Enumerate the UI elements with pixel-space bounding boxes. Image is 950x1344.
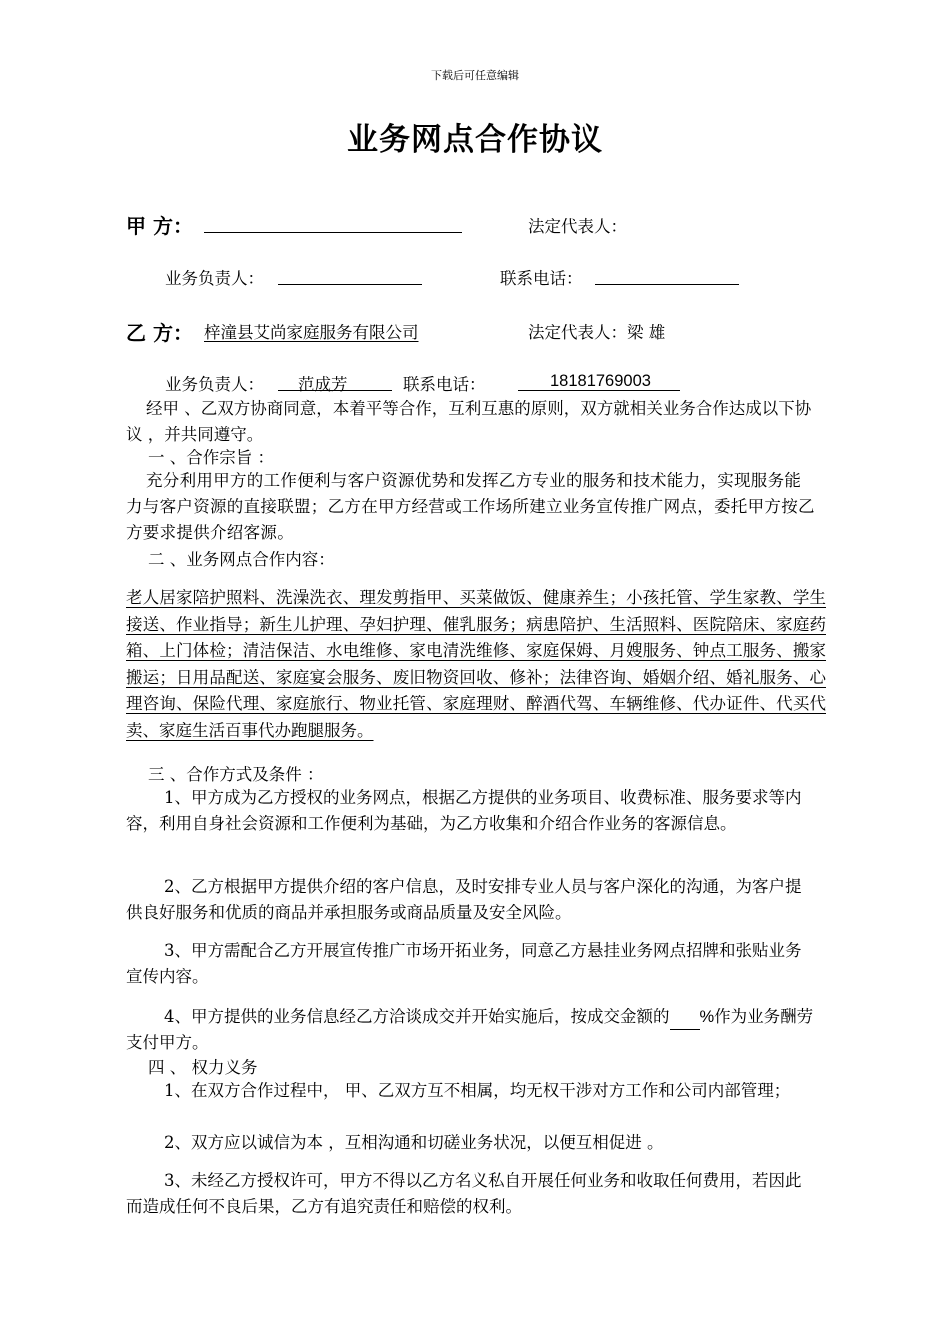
section4-heading: 四 、 权力义务	[148, 1058, 258, 1077]
intro-paragraph: 经甲 、乙双方协商同意，本着平等合作，互利互惠的原则，双方就相关业务合作达成以下协议 ，并共同遵守。	[126, 399, 812, 444]
section3-heading: 三 、合作方式及条件 ：	[148, 765, 324, 784]
commission-percent-blank[interactable]	[670, 1013, 700, 1030]
page-title: 业务网点合作协议	[347, 122, 603, 158]
section3-item1: 1、甲方成为乙方授权的业务网点，根据乙方提供的业务项目、收费标准、服务要求等内容，利用自身社会资源和工作便利为基础，为乙方收集和介绍合作业务的客源信息。	[126, 788, 802, 833]
section2-service-list: 老人居家陪护照料、洗澡洗衣、理发剪指甲、买菜做饭、健康养生；小孩托管、学生家教、学生接送、作业指导；新生儿护理、孕妇护理、催乳服务；病患陪护、生活照料、医院陪床、家庭药箱、上门体检；清洁保洁、水电维修、家电清洗维修、家庭保姆、月嫂服务、钟点工服务、搬家搬运；日用品配送、家庭宴会服务、废旧物资回收、修补；法律咨询、婚姻介绍、婚礼服务、心理咨询、保险代理、家庭旅行、物业托管、家庭理财、醉酒代驾、车辆维修、代办证件、代买代卖、家庭生活百事代办跑腿服务。	[126, 588, 826, 740]
section4-item2: 2、双方应以诚信为本 ，互相沟通和切磋业务状况，以便互相促进 。	[164, 1133, 664, 1152]
section3-item4	[126, 1004, 816, 1056]
party-a-legal-rep-label: 法定代表人：	[528, 217, 627, 236]
party-b-phone-label: 联系电话：	[403, 375, 486, 394]
party-a-manager-label: 业务负责人：	[165, 269, 264, 288]
party-a-name-blank[interactable]	[204, 213, 462, 233]
party-a-label: 甲 方：	[126, 214, 193, 238]
party-a-phone-blank[interactable]	[595, 265, 739, 285]
party-b-name: 梓潼县艾尚家庭服务有限公司	[204, 323, 419, 342]
percent-sign: %	[699, 1008, 715, 1026]
section1-text: 充分利用甲方的工作便利与客户资源优势和发挥乙方专业的服务和技术能力，实现服务能力与客户资源的直接联盟；乙方在甲方经营或工作场所建立业务宣传推广网点，委托甲方按乙方要求提供介绍客源。	[126, 471, 815, 542]
section4-item1: 1、在双方合作过程中， 甲、乙双方互不相属，均无权干涉对方工作和公司内部管理；	[164, 1081, 791, 1100]
party-b-legal-rep: 法定代表人：梁 雄	[528, 323, 666, 342]
section2-heading: 二 、业务网点合作内容：	[148, 550, 335, 569]
section4-item3: 3、未经乙方授权许可，甲方不得以乙方名义私自开展任何业务和收取任何费用，若因此而造成任何不良后果，乙方有追究责任和赔偿的权利。	[126, 1171, 802, 1216]
party-b-phone: 18181769003	[550, 372, 651, 390]
party-b-manager-label: 业务负责人：	[165, 375, 264, 394]
party-b-label: 乙 方：	[126, 321, 193, 345]
section1-heading: 一 、合作宗旨 ：	[148, 448, 274, 467]
section3-item4-text-b: 作为业务酬劳支付甲方。	[126, 1007, 814, 1052]
section3-item3: 3、甲方需配合乙方开展宣传推广市场开拓业务，同意乙方悬挂业务网点招牌和张贴业务宣传内容。	[126, 941, 802, 986]
party-a-manager-blank[interactable]	[278, 265, 422, 285]
section3-item4-text-a: 4、甲方提供的业务信息经乙方洽谈成交并开始实施后，按成交金额的	[164, 1007, 670, 1026]
section3-item2: 2、乙方根据甲方提供介绍的客户信息，及时安排专业人员与客户深化的沟通，为客户提供良好服务和优质的商品并承担服务或商品质量及安全风险。	[126, 877, 802, 922]
party-b-manager-name: 范成芳	[298, 375, 348, 394]
header-note: 下载后可任意编辑	[431, 69, 519, 82]
party-a-phone-label: 联系电话：	[500, 269, 583, 288]
